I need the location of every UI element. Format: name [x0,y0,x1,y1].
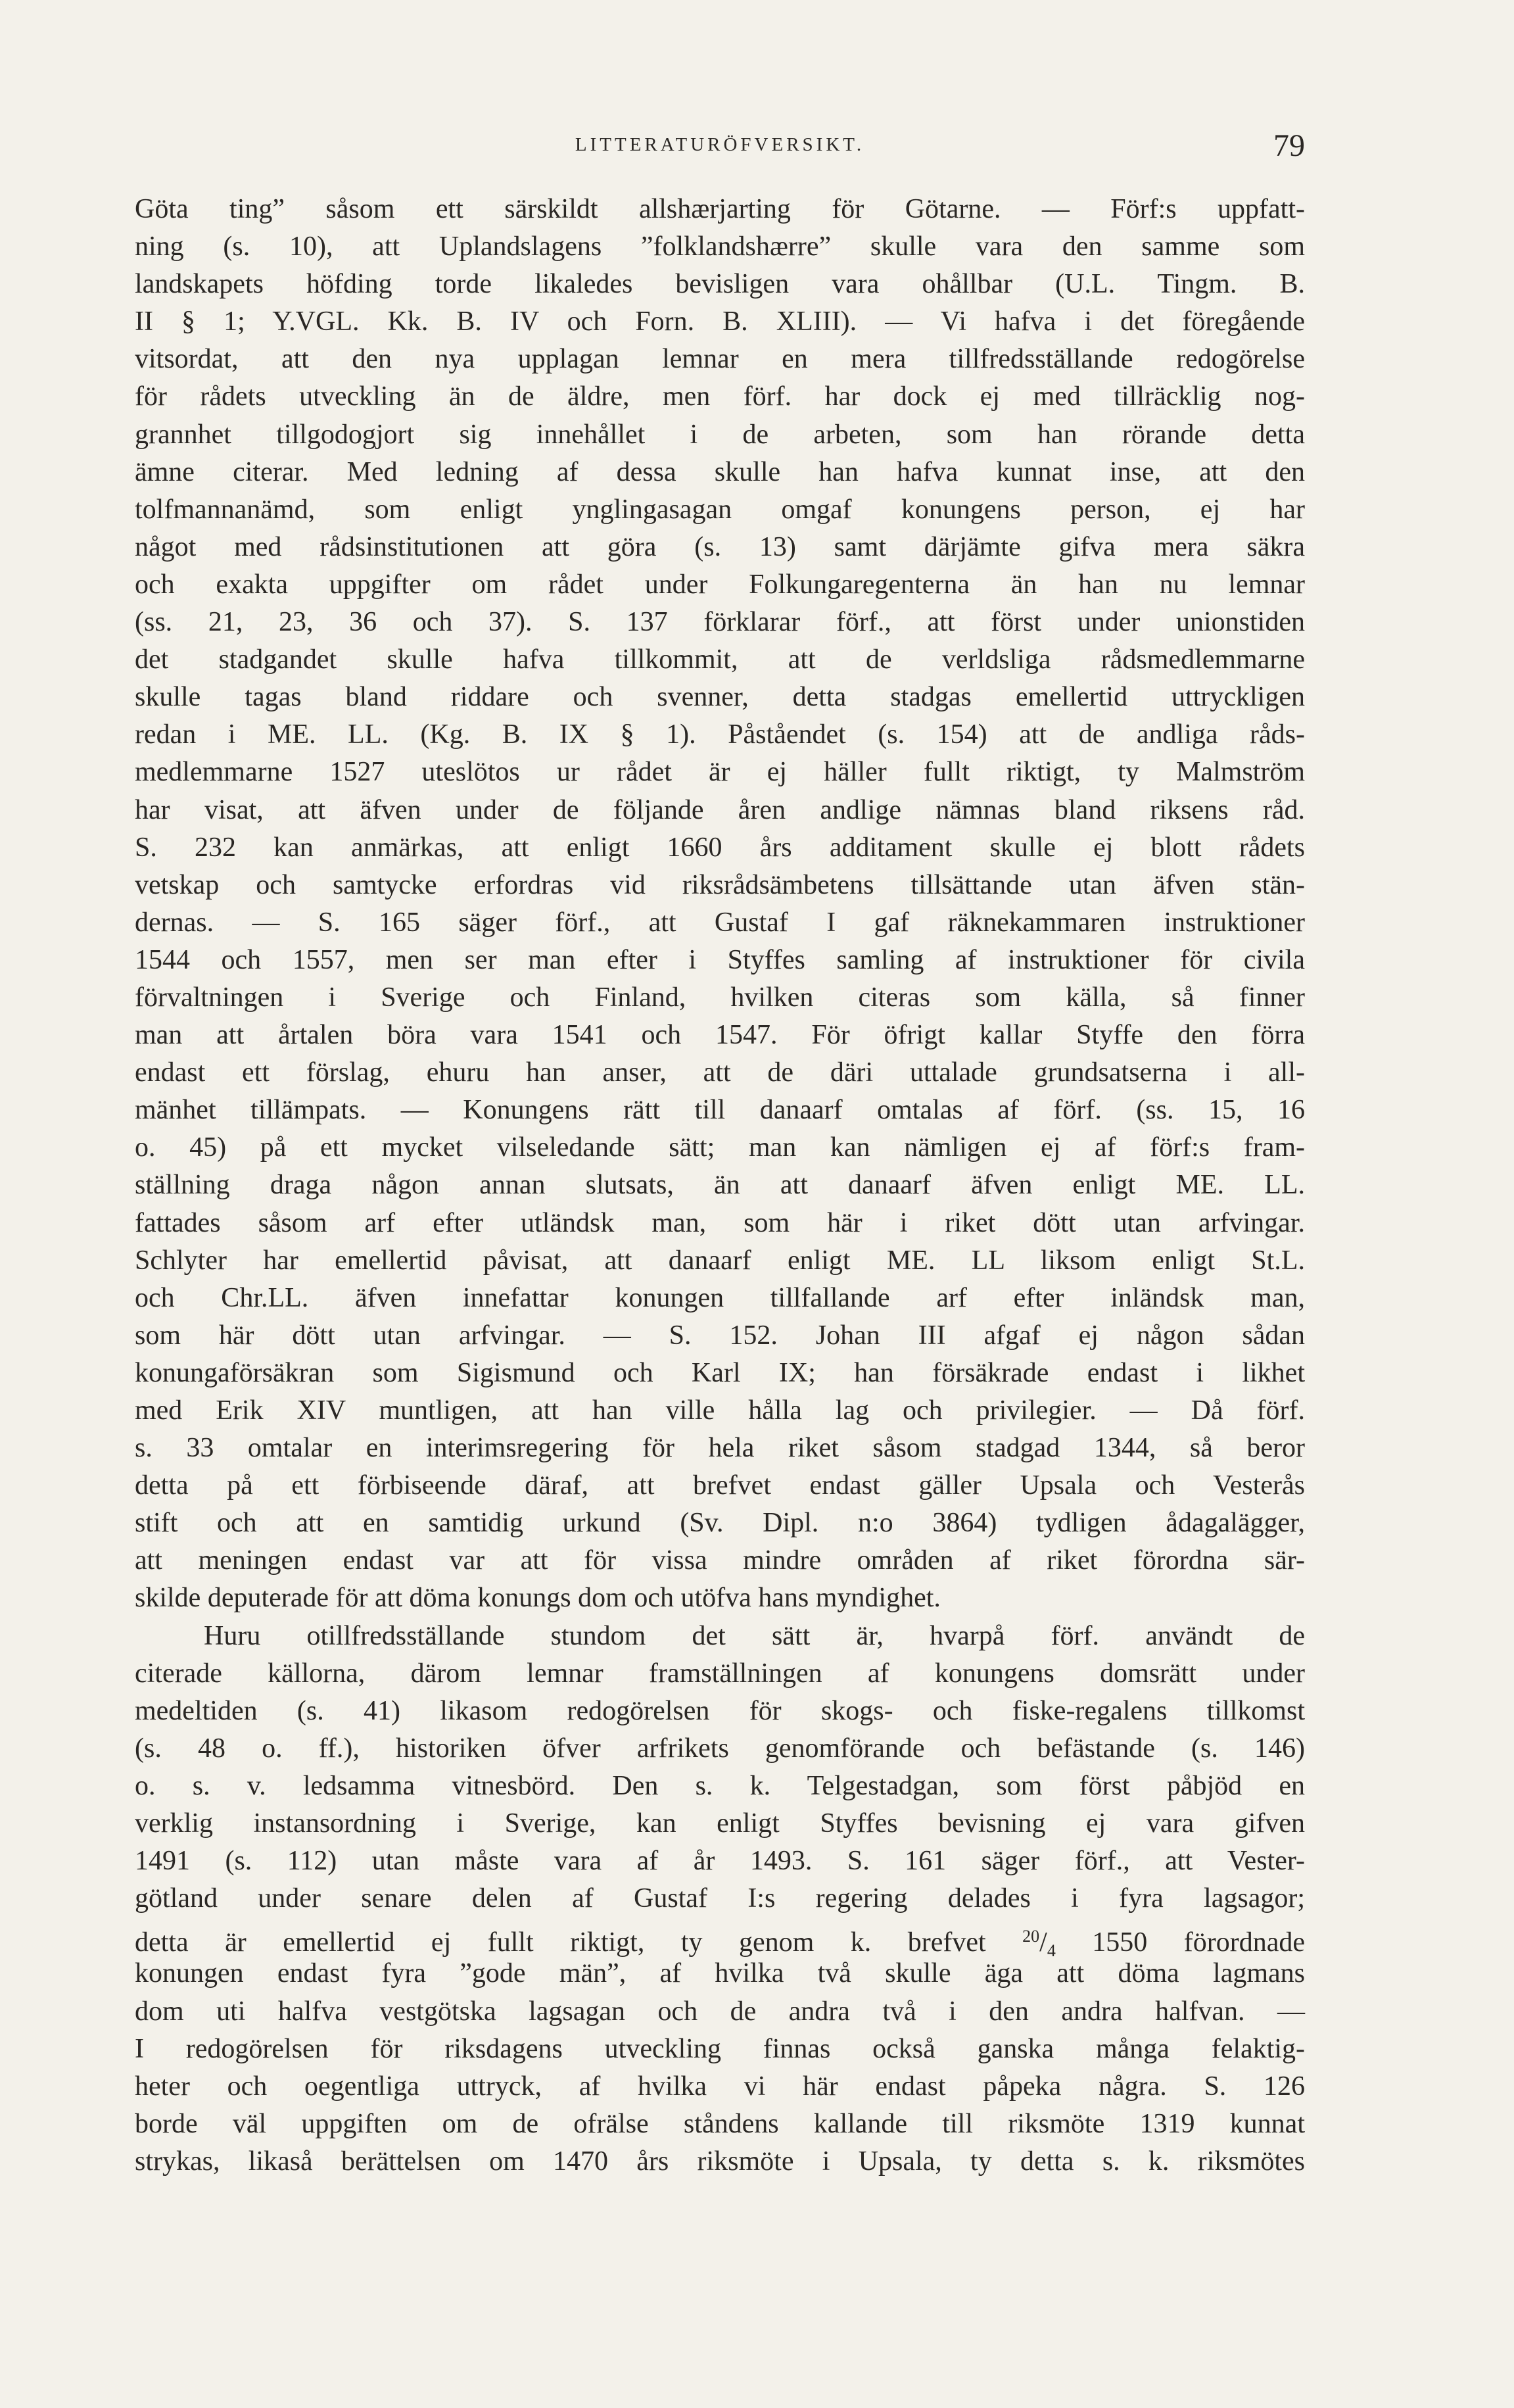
text-line: med Erik XIV muntligen, att han ville hålla lag och privilegier. — Då förf. [135,1395,1305,1426]
text-line: (ss. 21, 23, 36 och 37). S. 137 förklarar förf., att först under unionstiden [135,607,1305,638]
text-line: mänhet tillämpats. — Konungens rätt till danaarf omtalas af förf. (ss. 15, 16 [135,1095,1305,1126]
text-line: dernas. — S. 165 säger förf., att Gustaf I gaf räknekammaren instruktioner [135,907,1305,938]
text-line: o. 45) på ett mycket vilseledande sätt; man kan nämligen ej af förf:s fram- [135,1132,1305,1163]
text-span: 1550 förordnade [1092,1927,1306,1958]
fraction: $^{20}/_4$ [1022,1927,1056,1961]
text-line: o. s. v. ledsamma vitnesbörd. Den s. k. Telgestadgan, som först påbjöd en [135,1770,1305,1801]
text-line: skilde deputerade för att döma konungs dom och utöfva hans myndighet. [135,1583,941,1614]
text-line: det stadgandet skulle hafva tillkommit, att de verldsliga rådsmedlemmarne [135,644,1305,675]
running-head: LITTERATURÖFVERSIKT. [575,134,865,155]
text-line: landskapets höfding torde likaledes bevisligen vara ohållbar (U.L. Tingm. B. [135,269,1305,300]
fraction-denominator: 4 [1047,1941,1056,1961]
body-text [135,191,1305,2180]
text-line: strykas, likaså berättelsen om 1470 års riksmöte i Upsala, ty detta s. k. riksmötes [135,2146,1305,2177]
text-line: vitsordat, att den nya upplagan lemnar en mera tillfredsställande redogörelse [135,344,1305,375]
text-line: I redogörelsen för riksdagens utveckling finnas också ganska många felaktig- [135,2033,1305,2064]
text-line: ämne citerar. Med ledning af dessa skulle han hafva kunnat inse, att den [135,456,1305,487]
text-line: S. 232 kan anmärkas, att enligt 1660 års additament skulle ej blott rådets [135,832,1305,863]
page-header [135,130,1305,170]
text-line: götland under senare delen af Gustaf I:s regering delades i fyra lagsagor; [135,1883,1305,1914]
text-line: borde väl uppgiften om de ofrälse ståndens kallande till riksmöte 1319 kunnat [135,2108,1305,2139]
text-line: skulle tagas bland riddare och svenner, detta stadgas emellertid uttryckligen [135,682,1305,713]
text-line: ställning draga någon annan slutsats, än att danaarf äfven enligt ME. LL. [135,1170,1305,1201]
text-line: grannhet tillgodogjort sig innehållet i de arbeten, som han rörande detta [135,419,1305,450]
text-line: stift och att en samtidig urkund (Sv. Dipl. n:o 3864) tydligen ådagalägger, [135,1508,1305,1539]
text-line: och Chr.LL. äfven innefattar konungen tillfallande arf efter inländsk man, [135,1282,1305,1313]
text-line: förvaltningen i Sverige och Finland, hvilken citeras som källa, så finner [135,982,1305,1013]
text-line: Huru otillfredsställande stundom det sätt är, hvarpå förf. användt de [204,1620,1305,1651]
text-line: medlemmarne 1527 uteslötos ur rådet är ej häller fullt riktigt, ty Malmström [135,757,1305,788]
text-line: för rådets utveckling än de äldre, men förf. har dock ej med tillräcklig nog- [135,381,1305,412]
text-line: tolfmannanämd, som enligt ynglingasagan omgaf konungens person, ej har [135,494,1305,525]
text-line: s. 33 omtalar en interimsregering för hela riket såsom stadgad 1344, så beror [135,1433,1305,1464]
text-line: endast ett förslag, ehuru han anser, att de däri uttalade grundsatserna i all- [135,1057,1305,1088]
text-line-with-fraction [135,1917,1306,1961]
text-line: konungen endast fyra ”gode män”, af hvilka två skulle äga att döma lagmans [135,1958,1305,1989]
page-number: 79 [1273,128,1305,163]
text-line: II § 1; Y.VGL. Kk. B. IV och Forn. B. XLIII). — Vi hafva i det föregående [135,306,1305,337]
text-line: Göta ting” såsom ett särskildt allshærjarting för Götarne. — Förf:s uppfatt- [135,194,1305,224]
text-line: fattades såsom arf efter utländsk man, som här i riket dött utan arfvingar. [135,1207,1305,1238]
text-line: 1544 och 1557, men ser man efter i Styffes samling af instruktioner för civila [135,944,1305,975]
text-line: och exakta uppgifter om rådet under Folkungaregenterna än han nu lemnar [135,569,1305,600]
text-line: heter och oegentliga uttryck, af hvilka vi här endast påpeka några. S. 126 [135,2071,1305,2102]
text-line: medeltiden (s. 41) likasom redogörelsen för skogs- och fiske-regalens tillkomst [135,1695,1305,1726]
text-line: redan i ME. LL. (Kg. B. IX § 1). Påståendet (s. 154) att de andliga råds- [135,719,1305,750]
text-line: verklig instansordning i Sverige, kan enligt Styffes bevisning ej vara gifven [135,1808,1305,1839]
text-line: 1491 (s. 112) utan måste vara af år 1493. S. 161 säger förf., att Vester- [135,1846,1305,1877]
text-line: att meningen endast var att för vissa mindre områden af riket förordna sär- [135,1545,1305,1576]
text-line: dom uti halfva vestgötska lagsagan och de andra två i den andra halfvan. — [135,1996,1305,2027]
fraction-numerator: 20 [1022,1927,1040,1946]
text-line: som här dött utan arfvingar. — S. 152. Johan III afgaf ej någon sådan [135,1320,1305,1351]
text-line: konungaförsäkran som Sigismund och Karl IX; han försäkrade endast i likhet [135,1357,1305,1388]
text-line: detta på ett förbiseende däraf, att brefvet endast gäller Upsala och Vesterås [135,1470,1305,1501]
text-span: detta är emellertid ej fullt riktigt, ty genom k. brefvet [135,1927,986,1958]
text-line: har visat, att äfven under de följande åren andlige nämnas bland riksens råd. [135,794,1305,825]
text-line: citerade källorna, därom lemnar framställningen af konungens domsrätt under [135,1658,1305,1689]
text-line: vetskap och samtycke erfordras vid riksrådsämbetens tillsättande utan äfven stän- [135,869,1305,900]
text-line: man att årtalen böra vara 1541 och 1547. För öfrigt kallar Styffe den förra [135,1020,1305,1051]
text-line: något med rådsinstitutionen att göra (s. 13) samt därjämte gifva mera säkra [135,531,1305,562]
text-line: ning (s. 10), att Uplandslagens ”folklandshærre” skulle vara den samme som [135,231,1305,262]
text-line: (s. 48 o. ff.), historiken öfver arfrikets genomförande och befästande (s. 146) [135,1733,1305,1764]
text-line: Schlyter har emellertid påvisat, att danaarf enligt ME. LL liksom enligt St.L. [135,1245,1305,1276]
